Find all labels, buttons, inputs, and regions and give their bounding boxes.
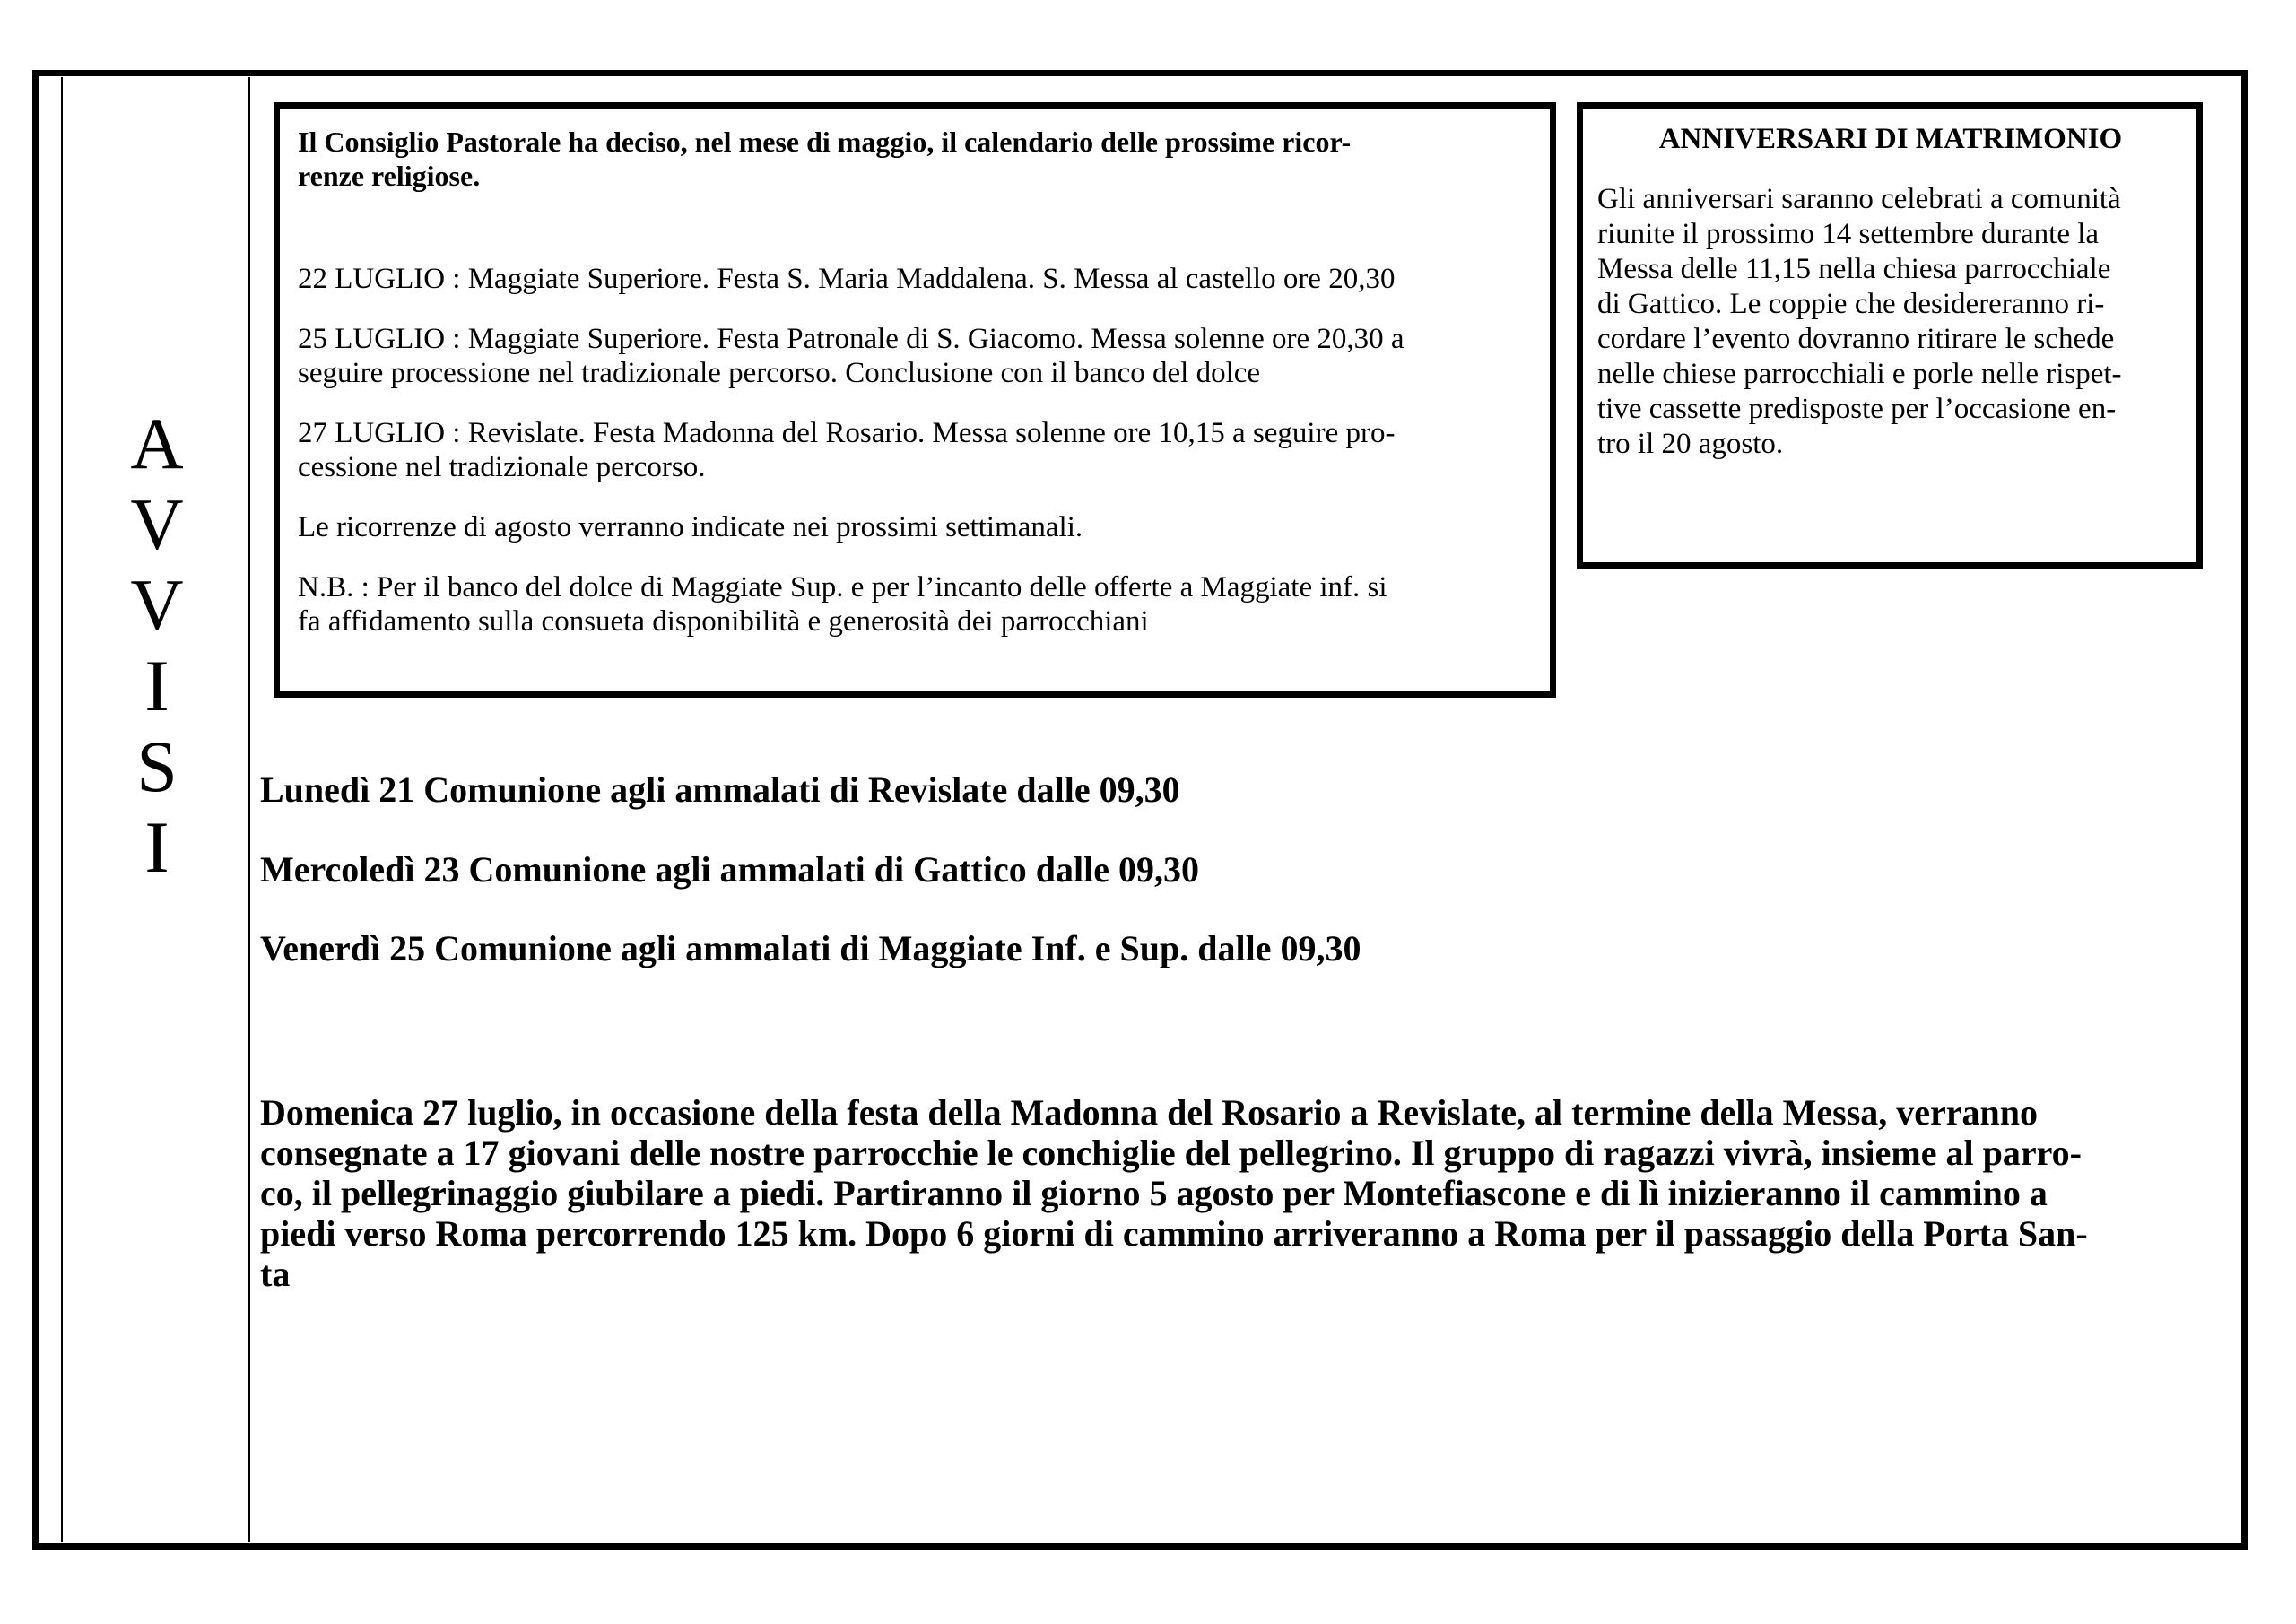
anniversary-line: nelle chiese parrocchiali e porle nelle rispet- <box>1597 358 2122 390</box>
calendar-item-22-luglio <box>298 262 1532 296</box>
anniversary-title: ANNIVERSARI DI MATRIMONIO <box>1658 123 2123 155</box>
item-line: seguire processione nel tradizionale percorso. Conclusione con il banco del dolce <box>298 357 1261 389</box>
anniversary-line: di Gattico. Le coppie che desidereranno ri- <box>1597 288 2105 320</box>
item-line: fa affidamento sulla consueta disponibilità e generosità dei parrocchiani <box>298 605 1149 638</box>
communion-monday: Lunedì 21 Comunione agli ammalati di Revislate dalle 09,30 <box>260 769 1180 810</box>
anniversary-box <box>1577 102 2203 569</box>
anniversary-line: riunite il prossimo 14 settembre durante la <box>1597 218 2100 250</box>
communion-wednesday: Mercoledì 23 Comunione agli ammalati di Gattico dalle 09,30 <box>260 849 1199 890</box>
pilgrimage-line: ta <box>260 1254 291 1294</box>
side-letter: S <box>136 725 178 807</box>
pilgrimage-line: consegnate a 17 giovani delle nostre parrocchie le conchiglie del pellegrino. Il gruppo di ragazzi vivrà, insieme al parro- <box>260 1133 2082 1173</box>
side-column-divider <box>248 77 250 1542</box>
calendar-nb <box>298 570 1532 638</box>
left-margin-line <box>61 77 63 1542</box>
intro-line: Il Consiglio Pastorale ha deciso, nel mese di maggio, il calendario delle prossime ricor- <box>298 126 1352 158</box>
calendar-item-25-luglio <box>298 322 1532 390</box>
pilgrimage-line: Domenica 27 luglio, in occasione della festa della Madonna del Rosario a Revislate, al termine della Messa, verranno <box>260 1092 2039 1133</box>
item-line: 27 LUGLIO : Revislate. Festa Madonna del Rosario. Messa solenne ore 10,15 a seguire pro- <box>298 417 1396 449</box>
anniversary-line: cordare l’evento dovranno ritirare le schede <box>1597 323 2115 355</box>
calendar-item-27-luglio <box>298 416 1532 484</box>
item-line: 22 LUGLIO : Maggiate Superiore. Festa S. Maria Maddalena. S. Messa al castello ore 20,30 <box>298 263 1396 295</box>
intro-line: renze religiose. <box>298 160 481 192</box>
calendar-intro <box>298 125 1532 193</box>
anniversary-line: tive cassette predisposte per l’occasione en- <box>1597 393 2117 425</box>
item-line: cessione nel tradizionale percorso. <box>298 451 706 483</box>
communion-friday: Venerdì 25 Comunione agli ammalati di Maggiate Inf. e Sup. dalle 09,30 <box>260 928 1361 968</box>
side-title-avvisi <box>108 404 206 888</box>
side-letter: I <box>144 645 170 726</box>
anniversary-text <box>1597 182 2184 462</box>
item-line: N.B. : Per il banco del dolce di Maggiate Sup. e per l’incanto delle offerte a Maggiate inf. si <box>298 571 1387 604</box>
side-letter: I <box>144 806 170 888</box>
pilgrimage-line: piedi verso Roma percorrendo 125 km. Dopo 6 giorni di cammino arriveranno a Roma per il passaggio della Porta San- <box>260 1213 2088 1254</box>
anniversary-line: Messa delle 11,15 nella chiesa parrocchiale <box>1597 253 2111 285</box>
anniversary-line: Gli anniversari saranno celebrati a comunità <box>1597 183 2121 215</box>
side-letter: A <box>130 403 184 484</box>
item-line: Le ricorrenze di agosto verranno indicate nei prossimi settimanali. <box>298 511 1083 543</box>
calendar-note-agosto <box>298 510 1532 544</box>
side-letter: V <box>130 564 184 646</box>
calendar-box <box>274 102 1556 698</box>
anniversary-line: tro il 20 agosto. <box>1597 428 1784 460</box>
side-letter: V <box>130 483 184 565</box>
pilgrimage-notice <box>260 1092 2233 1294</box>
item-line: 25 LUGLIO : Maggiate Superiore. Festa Patronale di S. Giacomo. Messa solenne ore 20,30 a <box>298 323 1405 355</box>
pilgrimage-line: co, il pellegrinaggio giubilare a piedi. Partiranno il giorno 5 agosto per Montefiascone e di lì inizieranno il cammino a <box>260 1173 2048 1213</box>
